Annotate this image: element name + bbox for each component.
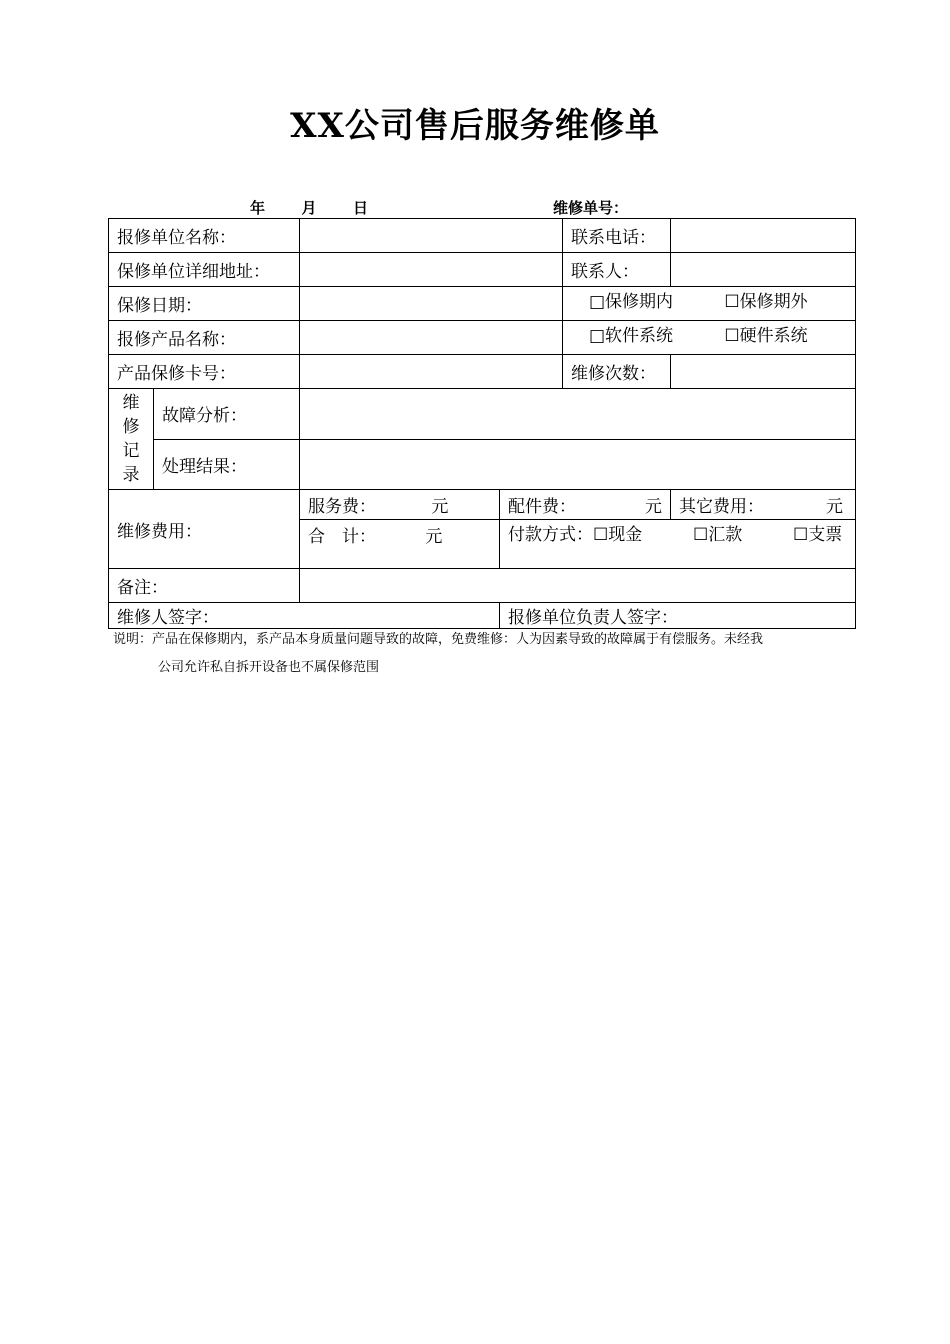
- repair-cost-label: 维修费用：: [109, 490, 300, 569]
- page-title: XX公司售后服务维修单: [290, 106, 660, 146]
- warranty-in-checkbox[interactable]: □保修期内: [589, 292, 674, 312]
- note-line-1: 说明：产品在保修期内，系产品本身质量问题导致的故障，免费维修：人为因素导致的故障属于有偿服务。未经我: [113, 632, 764, 647]
- other-fee-cell[interactable]: [671, 490, 856, 520]
- fault-analysis-field[interactable]: [300, 389, 856, 440]
- pay-cash-checkbox[interactable]: ☐现金: [593, 525, 643, 545]
- card-number-field[interactable]: [300, 355, 563, 389]
- repairer-signature-label: 维修人签字：: [117, 608, 219, 628]
- order-number-label: 维修单号：: [553, 199, 629, 217]
- result-field[interactable]: [300, 439, 856, 490]
- phone-label: 联系电话：: [563, 219, 671, 253]
- remark-field[interactable]: [300, 569, 856, 603]
- remark-label: 备注：: [109, 569, 300, 603]
- address-field[interactable]: [300, 253, 563, 287]
- unit-signature-cell[interactable]: [500, 603, 856, 629]
- warranty-out-checkbox[interactable]: ☐保修期外: [724, 292, 808, 312]
- hardware-checkbox[interactable]: ☐硬件系统: [724, 326, 808, 346]
- service-fee-cell[interactable]: [300, 490, 500, 520]
- fault-analysis-label: 故障分析：: [154, 389, 300, 440]
- payment-cell: [500, 520, 856, 569]
- result-label: 处理结果：: [154, 439, 300, 490]
- warranty-options: [563, 287, 856, 321]
- date-label: 保修日期：: [109, 287, 300, 321]
- total-unit: 元: [425, 527, 443, 547]
- contact-field[interactable]: [671, 253, 856, 287]
- pay-check-checkbox[interactable]: ☐支票: [793, 525, 843, 545]
- repair-count-label: 维修次数：: [563, 355, 671, 389]
- parts-fee-label: 配件费：: [508, 497, 576, 517]
- parts-fee-cell[interactable]: [500, 490, 671, 520]
- system-options: [563, 321, 856, 355]
- repair-record-label: 维 修 记 录: [109, 389, 154, 490]
- repairer-signature-cell[interactable]: [109, 603, 500, 629]
- address-label: 保修单位详细地址：: [109, 253, 300, 287]
- other-fee-label: 其它费用：: [679, 497, 764, 517]
- date-field[interactable]: [300, 287, 563, 321]
- product-name-label: 报修产品名称：: [109, 321, 300, 355]
- date-line: [250, 197, 368, 218]
- card-number-label: 产品保修卡号：: [109, 355, 300, 389]
- unit-name-field[interactable]: [300, 219, 563, 253]
- month-label: 月: [301, 199, 317, 217]
- contact-label: 联系人：: [563, 253, 671, 287]
- service-fee-unit: 元: [431, 497, 449, 517]
- note-line-2: 公司允许私自拆开设备也不属保修范围: [158, 660, 380, 675]
- total-label: 合 计：: [308, 527, 376, 547]
- unit-signature-label: 报修单位负责人签字：: [508, 608, 678, 628]
- note-block: [113, 626, 848, 682]
- software-checkbox[interactable]: □软件系统: [589, 326, 674, 346]
- phone-field[interactable]: [671, 219, 856, 253]
- year-label: 年: [250, 199, 266, 217]
- day-label: 日: [352, 199, 368, 217]
- service-fee-label: 服务费：: [308, 497, 376, 517]
- product-name-field[interactable]: [300, 321, 563, 355]
- repair-form-table: [108, 218, 856, 629]
- pay-transfer-checkbox[interactable]: ☐汇款: [693, 525, 743, 545]
- other-fee-unit: 元: [826, 497, 843, 517]
- parts-fee-unit: 元: [645, 497, 662, 517]
- unit-name-label: 报修单位名称：: [109, 219, 300, 253]
- payment-label: 付款方式：: [508, 525, 593, 545]
- repair-count-field[interactable]: [671, 355, 856, 389]
- total-cell[interactable]: [300, 520, 500, 569]
